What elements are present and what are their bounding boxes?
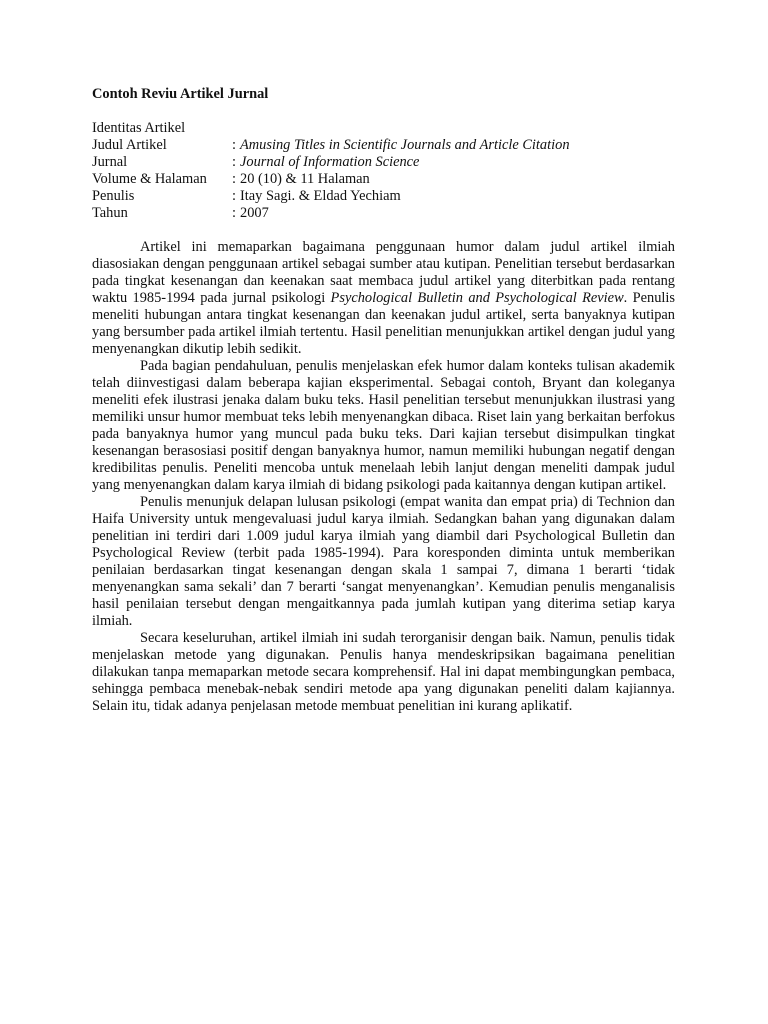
meta-label: Jurnal — [92, 154, 128, 170]
meta-value: Journal of Information Science — [240, 154, 420, 170]
meta-value: 2007 — [240, 205, 269, 221]
meta-value: Amusing Titles in Scientific Journals and Article Citation — [240, 137, 570, 153]
paragraph-introduction: Pada bagian pendahuluan, penulis menjelaskan efek humor dalam konteks tulisan akademik telah diinvestigasi dalam beberapa kajian eksperimental. Sebagai contoh, Bryant dan koleganya meneliti efek ilustrasi jenaka dalam buku teks. Hasil penelitian tersebut menunjukkan ilustrasi yang memiliki unsur humor membuat teks lebih menyenangkan dibaca. Riset lain yang berkaitan berfokus pada banyaknya humor yang muncul pada buku teks. Dari kajian tersebut disimpulkan tingkat kesenangan berasosiasi positif dengan banyaknya humor, namun memiliki hubungan negatif dengan kredibilitas penulis. Peneliti mencoba untuk menelaah lebih lanjut dengan meneliti dampak judul yang menyenangkan dalam karya ilmiah di bidang psikologi pada kaitannya dengan kutipan artikel. — [92, 358, 675, 493]
meta-separator: : — [232, 188, 236, 204]
meta-separator: : — [232, 171, 236, 187]
article-meta-table — [92, 137, 675, 222]
meta-row-title — [92, 137, 675, 154]
meta-row-journal — [92, 154, 675, 171]
identity-heading: Identitas Artikel — [92, 120, 186, 136]
meta-row-authors — [92, 188, 675, 205]
paragraph-text: . Penulis meneliti hubungan antara tingkat kesenangan dan keenakan judul artikel, serta banyaknya kutipan yang bersumber pada artikel ilmiah tertentu. Hasil penelitian menunjukkan artikel dengan judul yang menyenangkan dikutip lebih sedikit. — [92, 290, 675, 357]
meta-label: Penulis — [92, 188, 135, 204]
meta-label: Tahun — [92, 205, 128, 221]
meta-separator: : — [232, 205, 236, 221]
paragraph-text: Artikel ini memaparkan bagaimana penggunaan humor dalam judul artikel ilmiah diasosiakan dengan penggunaan artikel sebagai sumber atau kutipan. Penelitian tersebut berdasarkan pada tingkat kesenangan dan keenakan saat membaca judul artikel yang diterbitkan pada rentang waktu 1985-1994 pada jurnal psikologi — [92, 239, 675, 306]
meta-separator: : — [232, 154, 236, 170]
meta-row-year — [92, 205, 675, 222]
meta-separator: : — [232, 137, 236, 153]
review-body — [92, 239, 675, 715]
document-page — [92, 86, 675, 715]
meta-value: Itay Sagi. & Eldad Yechiam — [240, 188, 401, 204]
meta-label: Judul Artikel — [92, 137, 167, 153]
paragraph-summary — [92, 239, 675, 358]
paragraph-method: Penulis menunjuk delapan lulusan psikologi (empat wanita dan empat pria) di Technion dan Haifa University untuk mengevaluasi judul karya ilmiah. Sedangkan bahan yang digunakan dalam penelitian ini terdiri dari 1.009 judul karya ilmiah yang diambil dari Psychological Bulletin dan Psychological Review (terbit pada 1985-1994). Para koresponden diminta untuk memberikan penilaian berdasarkan tingat kesenangan dengan skala 1 sampai 7, dimana 1 berarti ‘tidak menyenangkan sama sekali’ dan 7 berarti ‘sangat menyenangkan’. Kemudian penulis menganalisis hasil penilaian tersebut dengan mengaitkannya pada jumlah kutipan yang diterima setiap karya ilmiah. — [92, 494, 675, 629]
paragraph-evaluation: Secara keseluruhan, artikel ilmiah ini sudah terorganisir dengan baik. Namun, penulis tidak menjelaskan metode yang digunakan. Penulis hanya mendeskripsikan bagaimana penelitian dilakukan tanpa memaparkan metode secara komprehensif. Hal ini dapat membingungkan pembaca, sehingga pembaca menebak-nebak sendiri metode apa yang digunakan peneliti dalam kajiannya. Selain itu, tidak adanya penjelasan metode membuat penelitian ini kurang aplikatif. — [92, 630, 675, 714]
meta-row-volume — [92, 171, 675, 188]
journal-name-italic: Psychological Bulletin and Psychological Review — [330, 290, 624, 306]
meta-value: 20 (10) & 11 Halaman — [240, 171, 370, 187]
meta-label: Volume & Halaman — [92, 171, 207, 187]
document-title: Contoh Reviu Artikel Jurnal — [92, 86, 269, 102]
